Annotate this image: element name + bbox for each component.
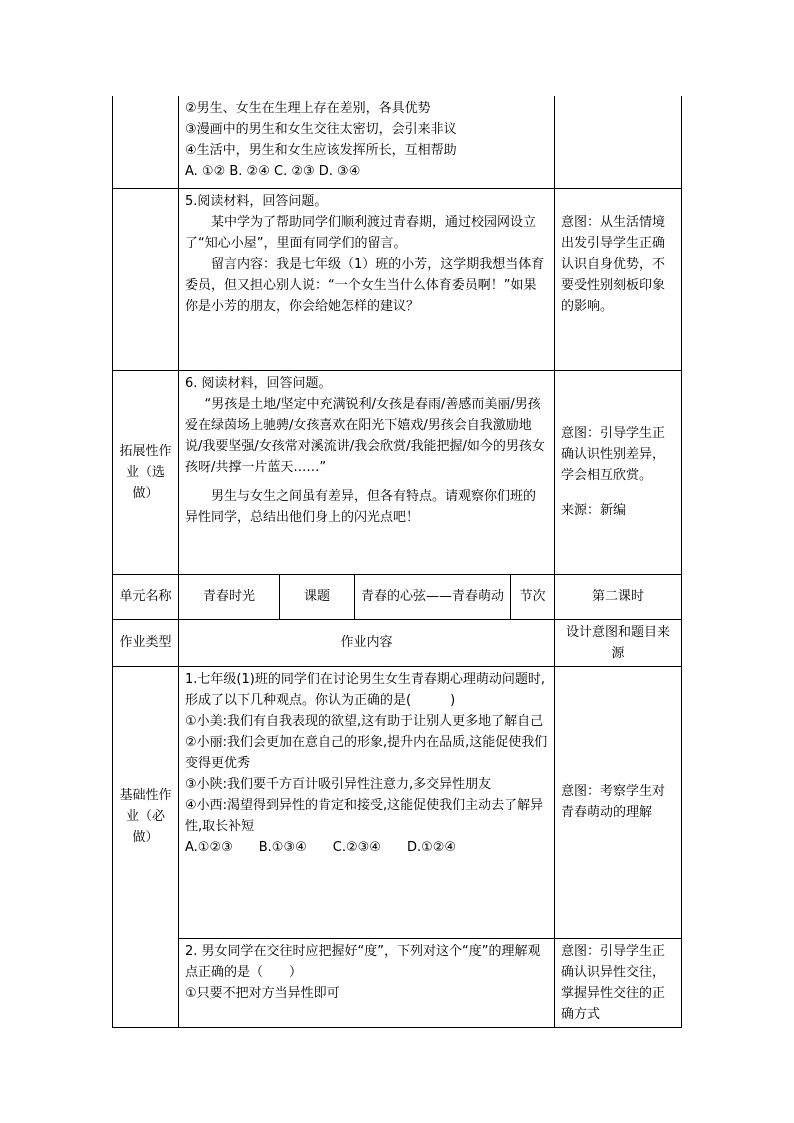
q1-stem: 1.七年级(1)班的同学们在讨论男生女生青春期心理萌动问题时,形成了以下几种观点。你认为正确的是( ) (185, 671, 545, 708)
period-label: 节次 (511, 574, 555, 619)
intent-header: 设计意图和题目来源 (555, 619, 682, 666)
option-line: ③漫画中的男生和女生交往太密切，会引来非议 (185, 122, 457, 137)
q6-intent-cell (555, 370, 682, 574)
period-value: 第二课时 (555, 574, 682, 619)
category-basic (113, 666, 179, 1027)
q2-stem: 2. 男女同学在交往时应把握好“度”，下列对这个“度”的理解观点正确的是（ ） (185, 943, 541, 980)
q6-intent: 意图：引导学生正确认识性别差异，学会相互欣赏。 (561, 426, 666, 483)
row-unit-info (113, 574, 682, 619)
q6-content-cell (179, 370, 555, 574)
q2-intent-cell (555, 938, 682, 1027)
q1-content-cell (179, 666, 555, 938)
q5-intent-cell (555, 188, 682, 370)
q4-options-cell (179, 96, 555, 188)
q5-paragraph-1: 某中学为了帮助同学们顺利渡过青春期，通过校园网设立了“知心小屋”，里面有同学们的留言。 (185, 214, 537, 251)
row-q2 (113, 938, 682, 1027)
option-line: ②男生、女生在生理上存在差别，各具优势 (185, 101, 431, 116)
assignment-table (112, 96, 682, 1028)
q5-content-cell (179, 188, 555, 370)
option-line: A. ①② B. ②④ C. ②③ D. ③④ (185, 164, 361, 179)
q6-ask: 男生与女生之间虽有差异，但各有特点。请观察你们班的异性同学，总结出他们身上的闪光点吧！ (185, 488, 537, 525)
q6-poem: “男孩是土地/坚定中充满锐利/女孩是春雨/善感而美丽/男孩爱在绿茵场上驰骋/女孩喜欢在阳光下嬉戏/男孩会自我激励地说/我要坚强/女孩常对溪流讲/我会欣赏/我能把握/如今的男孩女孩呀/共撑一片蓝天……” (185, 396, 545, 475)
q2-option: ①只要不把对方当异性即可 (185, 985, 340, 1001)
category-cell-empty (113, 96, 179, 188)
row-q6 (113, 370, 682, 574)
unit-value: 青春时光 (179, 574, 280, 619)
row-q1 (113, 666, 682, 938)
unit-label: 单元名称 (113, 574, 179, 619)
q5-intent: 意图：从生活情境出发引导学生正确认识自身优势，不要受性别刻板印象的影响。 (561, 214, 666, 314)
category-label: 拓展性作业（选做） (119, 443, 172, 501)
intent-cell-empty (555, 96, 682, 188)
category-label: 基础性作业（必做） (119, 788, 172, 845)
q1-intent: 意图：考察学生对青春萌动的理解 (561, 784, 666, 820)
q1-option: ①小美:我们有自我表现的欲望,这有助于让别人更多地了解自己 (185, 713, 544, 729)
lesson-label: 课题 (280, 574, 355, 619)
q2-content-cell (179, 938, 555, 1027)
q1-option: ③小陕:我们要千方百计吸引异性注意力,多交异性朋友 (185, 776, 492, 792)
row-q4-options (113, 96, 682, 188)
q5-title: 5.阅读材料，回答问题。 (185, 193, 328, 209)
q1-intent-cell (555, 666, 682, 938)
q2-intent: 意图：引导学生正确认识异性交往，掌握异性交往的正确方式 (561, 943, 666, 1022)
row-header (113, 619, 682, 666)
category-cell-empty (113, 188, 179, 370)
option-line: ④生活中，男生和女生应该发挥所长，互相帮助 (185, 143, 457, 158)
q1-option: ④小西:渴望得到异性的肯定和接受,这能促使我们主动去了解异性,取长补短 (185, 797, 544, 834)
q6-source: 来源：新编 (561, 503, 627, 518)
q5-paragraph-2: 留言内容：我是七年级（1）班的小芳，这学期我想当体育委员，但又担心别人说：“一个女生当什么体育委员啊！”如果你是小芳的朋友，你会给她怎样的建议？ (185, 256, 545, 314)
content-header: 作业内容 (179, 619, 555, 666)
q1-choices: A.①②③ B.①③④ C.②③④ D.①②④ (185, 839, 457, 855)
q1-option: ②小丽:我们会更加在意自己的形象,提升内在品质,这能促使我们变得更优秀 (185, 734, 548, 771)
lesson-value: 青春的心弦——青春萌动 (355, 574, 511, 619)
q6-title: 6. 阅读材料，回答问题。 (185, 375, 332, 391)
category-extension (113, 370, 179, 574)
row-q5 (113, 188, 682, 370)
type-header: 作业类型 (113, 619, 179, 666)
